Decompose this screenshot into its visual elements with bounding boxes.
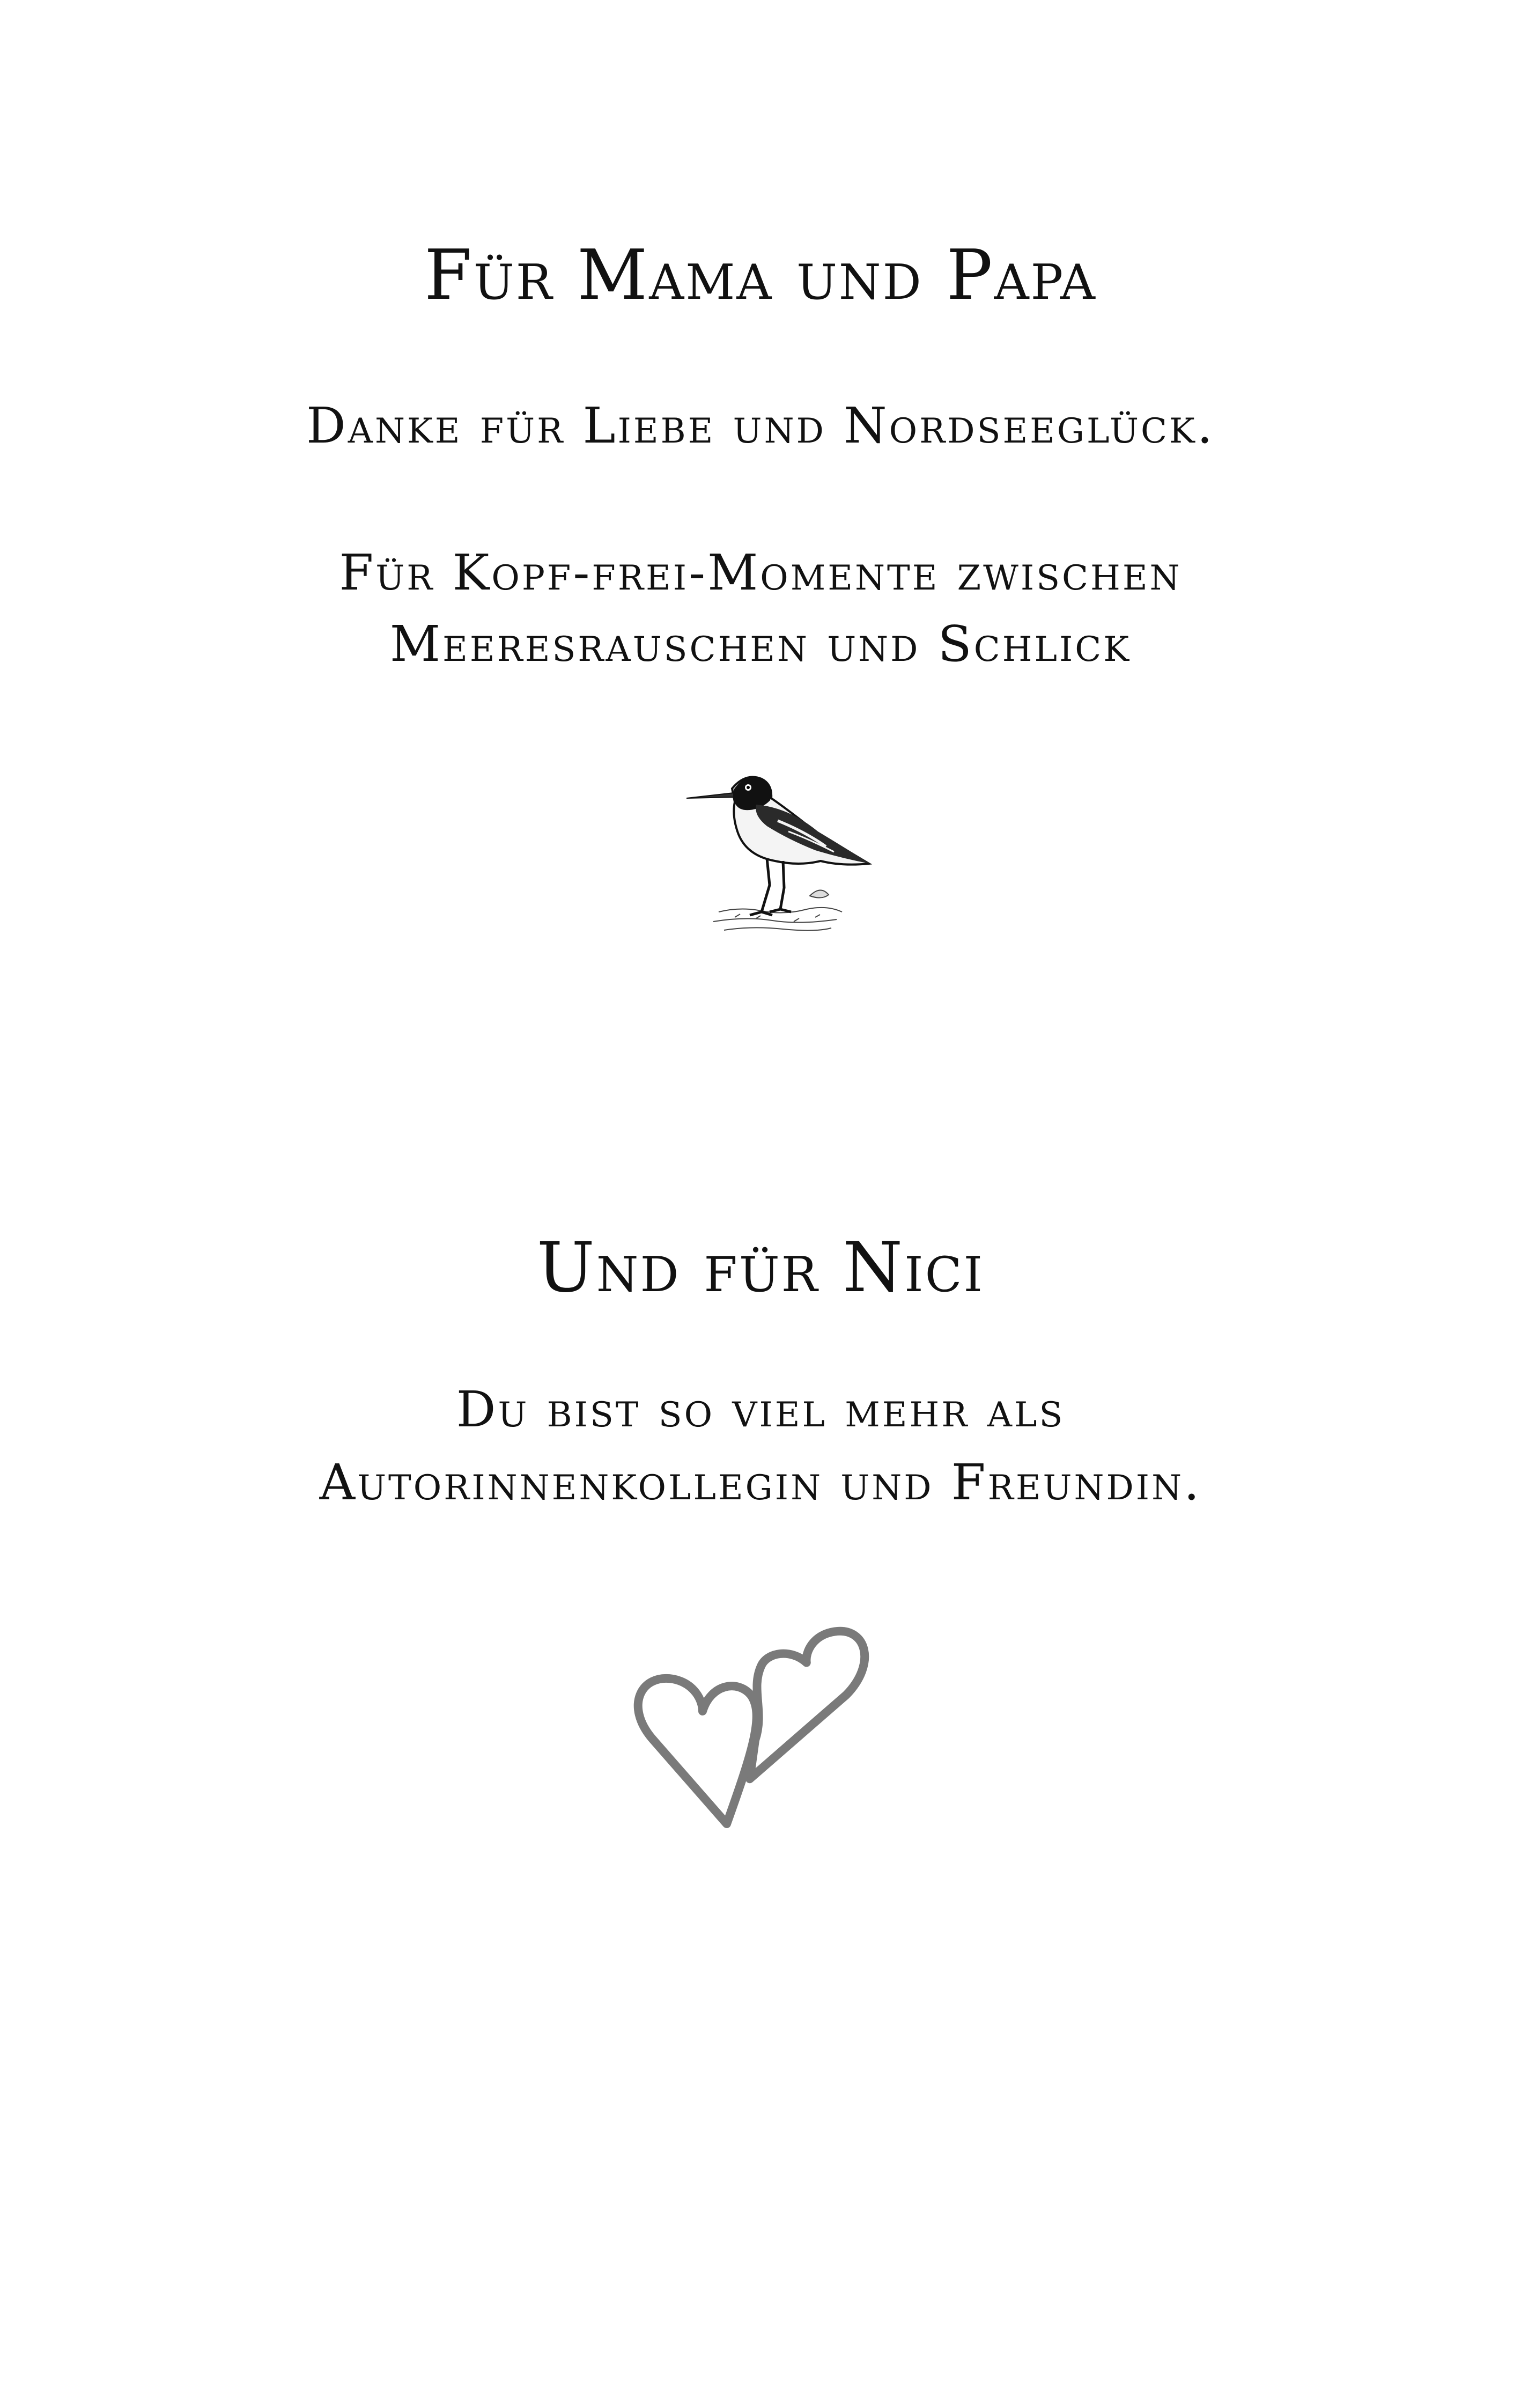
dedication-heading-nici: Und für Nici (536, 1228, 985, 1308)
oystercatcher-bird-icon (681, 751, 885, 944)
dedication-parents-line-3: Meeresrauschen und Schlick (389, 615, 1132, 673)
dedication-nici-line-1: Du bist so viel mehr als (456, 1381, 1065, 1438)
dedication-heading-parents: Für Mama und Papa (424, 235, 1097, 315)
dedication-parents-line-2: Für Kopf-frei-Momente zwischen (339, 544, 1182, 601)
two-hearts-icon (603, 1625, 893, 1840)
dedication-parents-line-1: Danke für Liebe und Nordseeglück. (306, 397, 1215, 454)
dedication-nici-line-2: Autorinnenkollegin und Freundin. (319, 1454, 1202, 1511)
